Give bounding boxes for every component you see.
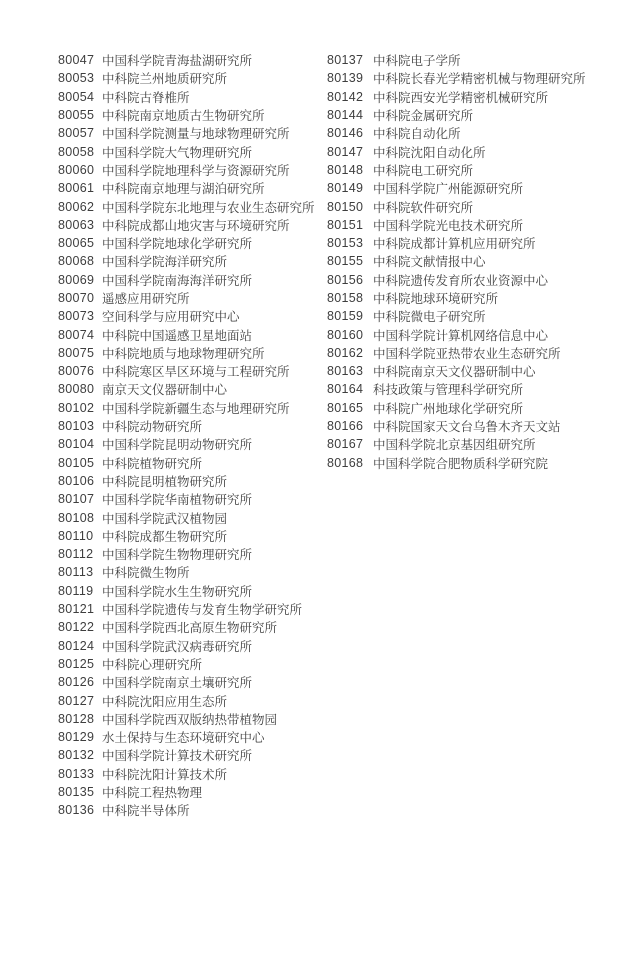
entry-name: 中国科学院西北高原生物研究所 bbox=[102, 621, 278, 636]
entry-name: 中科院工程热物理 bbox=[102, 786, 203, 801]
institute-list-column-right bbox=[327, 51, 586, 472]
entry-code: 80163 bbox=[327, 364, 364, 379]
list-item bbox=[327, 161, 586, 179]
entry-code: 80119 bbox=[58, 583, 94, 598]
list-item bbox=[58, 197, 315, 215]
entry-code: 80149 bbox=[327, 181, 364, 196]
entry-name: 遥感应用研究所 bbox=[102, 292, 190, 306]
entry-name: 中国科学院广州能源研究所 bbox=[373, 182, 524, 197]
entry-name: 中国科学院生物物理研究所 bbox=[102, 548, 253, 563]
entry-code: 80104 bbox=[58, 437, 95, 452]
entry-name: 中科院成都计算机应用研究所 bbox=[373, 237, 536, 252]
entry-code: 80054 bbox=[58, 89, 95, 104]
entry-name: 中科院西安光学精密机械研究所 bbox=[373, 90, 549, 105]
entry-name: 中国科学院光电技术研究所 bbox=[373, 218, 524, 233]
entry-name: 空间科学与应用研究中心 bbox=[102, 310, 240, 325]
list-item bbox=[327, 380, 586, 398]
entry-code: 80137 bbox=[327, 53, 364, 68]
entry-name: 中科院兰州地质研究所 bbox=[102, 72, 228, 87]
list-item bbox=[327, 179, 586, 197]
entry-code: 80147 bbox=[327, 144, 364, 159]
entry-name: 中国科学院合肥物质科学研究院 bbox=[373, 456, 549, 471]
list-item bbox=[327, 142, 586, 160]
entry-code: 80107 bbox=[58, 492, 95, 507]
entry-code: 80074 bbox=[58, 327, 95, 342]
entry-code: 80058 bbox=[58, 144, 95, 159]
entry-code: 80128 bbox=[58, 711, 95, 726]
entry-code: 80167 bbox=[327, 437, 364, 452]
list-item bbox=[58, 124, 315, 142]
entry-code: 80069 bbox=[58, 272, 95, 287]
entry-code: 80144 bbox=[327, 108, 364, 123]
list-item bbox=[58, 216, 315, 234]
entry-name: 中科院沈阳应用生态所 bbox=[102, 694, 228, 709]
list-item bbox=[327, 197, 586, 215]
entry-name: 中国科学院新疆生态与地理研究所 bbox=[102, 401, 290, 416]
entry-code: 80132 bbox=[58, 748, 95, 763]
entry-name: 中国科学院北京基因组研究所 bbox=[373, 438, 536, 453]
entry-name: 中国科学院南京土壤研究所 bbox=[102, 676, 253, 691]
list-item bbox=[58, 325, 315, 343]
list-item bbox=[58, 69, 315, 87]
entry-code: 80057 bbox=[58, 126, 95, 141]
entry-code: 80158 bbox=[327, 291, 364, 305]
entry-name: 中科院沈阳自动化所 bbox=[373, 145, 486, 160]
list-item bbox=[58, 142, 315, 160]
entry-code: 80155 bbox=[327, 254, 364, 269]
list-item bbox=[58, 728, 315, 746]
entry-name: 中科院地质与地球物理研究所 bbox=[102, 346, 265, 361]
institute-list-column-left bbox=[58, 51, 315, 819]
list-item bbox=[58, 655, 315, 673]
entry-code: 80113 bbox=[58, 565, 94, 580]
list-item bbox=[58, 490, 315, 508]
entry-name: 中科院电子学所 bbox=[373, 54, 461, 69]
list-item bbox=[58, 527, 315, 545]
entry-name: 中国科学院计算机网络信息中心 bbox=[373, 328, 549, 343]
entry-code: 80162 bbox=[327, 345, 364, 360]
entry-code: 80065 bbox=[58, 236, 95, 251]
entry-name: 中科院文献情报中心 bbox=[373, 255, 486, 270]
list-item bbox=[58, 106, 315, 124]
entry-name: 中国科学院遗传与发育生物学研究所 bbox=[102, 603, 303, 618]
entry-code: 80062 bbox=[58, 199, 95, 214]
entry-code: 80108 bbox=[58, 510, 95, 525]
list-item bbox=[327, 106, 586, 124]
list-item bbox=[327, 234, 586, 252]
entry-code: 80151 bbox=[327, 217, 364, 232]
entry-code: 80075 bbox=[58, 345, 95, 360]
entry-name: 中科院地球环境研究所 bbox=[373, 292, 499, 306]
entry-name: 中国科学院地球化学研究所 bbox=[102, 237, 253, 252]
entry-name: 中国科学院亚热带农业生态研究所 bbox=[373, 346, 561, 361]
list-item bbox=[58, 88, 315, 106]
list-item bbox=[327, 271, 586, 289]
entry-name: 中国科学院华南植物研究所 bbox=[102, 493, 253, 508]
entry-code: 80103 bbox=[58, 419, 95, 434]
entry-name: 中科院动物研究所 bbox=[102, 420, 203, 435]
list-item bbox=[58, 344, 315, 362]
entry-code: 80168 bbox=[327, 455, 364, 470]
list-item bbox=[58, 600, 315, 618]
list-item bbox=[58, 399, 315, 417]
entry-code: 80106 bbox=[58, 473, 95, 488]
list-item bbox=[58, 435, 315, 453]
entry-code: 80156 bbox=[327, 272, 364, 287]
list-item bbox=[58, 673, 315, 691]
entry-code: 80129 bbox=[58, 730, 95, 745]
entry-name: 中国科学院大气物理研究所 bbox=[102, 145, 253, 160]
list-item bbox=[58, 801, 315, 819]
entry-code: 80148 bbox=[327, 162, 364, 177]
entry-name: 中科院中国遥感卫星地面站 bbox=[102, 328, 253, 343]
entry-code: 80164 bbox=[327, 382, 364, 397]
entry-name: 中科院南京地理与湖泊研究所 bbox=[102, 182, 265, 197]
entry-code: 80135 bbox=[58, 785, 95, 800]
list-item bbox=[58, 362, 315, 380]
list-item bbox=[58, 289, 315, 307]
entry-code: 80080 bbox=[58, 382, 95, 397]
entry-name: 中科院植物研究所 bbox=[102, 456, 203, 471]
list-item bbox=[58, 618, 315, 636]
entry-name: 中科院半导体所 bbox=[102, 804, 190, 819]
entry-code: 80068 bbox=[58, 254, 95, 269]
list-item bbox=[327, 69, 586, 87]
list-item bbox=[58, 234, 315, 252]
entry-code: 80142 bbox=[327, 89, 364, 104]
entry-code: 80060 bbox=[58, 162, 95, 177]
entry-name: 中国科学院昆明动物研究所 bbox=[102, 438, 253, 453]
entry-code: 80063 bbox=[58, 217, 95, 232]
entry-code: 80139 bbox=[327, 71, 364, 86]
list-item bbox=[58, 545, 315, 563]
entry-name: 中科院遗传发育所农业资源中心 bbox=[373, 273, 549, 288]
entry-code: 80150 bbox=[327, 199, 364, 214]
entry-name: 中科院微生物所 bbox=[102, 566, 190, 581]
entry-name: 中科院南京天文仪器研制中心 bbox=[373, 365, 536, 380]
list-item bbox=[58, 307, 315, 325]
entry-name: 中国科学院西双版纳热带植物园 bbox=[102, 712, 278, 727]
entry-code: 80102 bbox=[58, 400, 95, 415]
entry-name: 中国科学院地理科学与资源研究所 bbox=[102, 163, 290, 178]
entry-name: 中国科学院武汉植物园 bbox=[102, 511, 228, 526]
entry-name: 中科院自动化所 bbox=[373, 127, 461, 142]
entry-code: 80133 bbox=[58, 766, 95, 781]
entry-code: 80053 bbox=[58, 71, 95, 86]
list-item bbox=[58, 161, 315, 179]
entry-code: 80076 bbox=[58, 364, 95, 379]
entry-code: 80112 bbox=[58, 547, 94, 562]
entry-code: 80166 bbox=[327, 419, 364, 434]
entry-name: 中国科学院南海海洋研究所 bbox=[102, 273, 253, 288]
entry-name: 中科院广州地球化学研究所 bbox=[373, 401, 524, 416]
entry-code: 80153 bbox=[327, 236, 364, 251]
entry-code: 80073 bbox=[58, 309, 95, 324]
entry-code: 80146 bbox=[327, 126, 364, 141]
entry-name: 中科院成都山地灾害与环境研究所 bbox=[102, 218, 290, 233]
entry-name: 中科院长春光学精密机械与物理研究所 bbox=[373, 72, 586, 87]
list-item bbox=[327, 124, 586, 142]
entry-code: 80047 bbox=[58, 53, 95, 68]
entry-name: 中科院古脊椎所 bbox=[102, 90, 190, 105]
entry-code: 80121 bbox=[58, 602, 95, 617]
entry-name: 中科院沈阳计算技术所 bbox=[102, 767, 228, 782]
entry-name: 中国科学院武汉病毒研究所 bbox=[102, 639, 253, 654]
entry-name: 中科院寒区旱区环境与工程研究所 bbox=[102, 365, 290, 380]
list-item bbox=[58, 454, 315, 472]
entry-code: 80124 bbox=[58, 638, 95, 653]
list-item bbox=[327, 51, 586, 69]
entry-name: 中国科学院青海盐湖研究所 bbox=[102, 54, 253, 69]
entry-name: 中国科学院东北地理与农业生态研究所 bbox=[102, 200, 315, 215]
list-item bbox=[327, 435, 586, 453]
entry-code: 80126 bbox=[58, 675, 95, 690]
list-item bbox=[58, 472, 315, 490]
list-item bbox=[58, 710, 315, 728]
list-item bbox=[58, 691, 315, 709]
entry-code: 80105 bbox=[58, 455, 95, 470]
entry-name: 科技政策与管理科学研究所 bbox=[373, 383, 524, 398]
entry-code: 80127 bbox=[58, 693, 95, 708]
entry-name: 中科院国家天文台乌鲁木齐天文站 bbox=[373, 420, 561, 435]
list-item bbox=[327, 417, 586, 435]
entry-name: 中国科学院海洋研究所 bbox=[102, 255, 228, 270]
list-item bbox=[58, 637, 315, 655]
entry-code: 80055 bbox=[58, 108, 95, 123]
entry-name: 水土保持与生态环境研究中心 bbox=[102, 731, 265, 746]
list-item bbox=[58, 179, 315, 197]
entry-name: 中国科学院计算技术研究所 bbox=[102, 749, 253, 764]
list-item bbox=[327, 307, 586, 325]
entry-code: 80070 bbox=[58, 291, 95, 305]
list-item bbox=[327, 252, 586, 270]
list-item bbox=[327, 399, 586, 417]
list-item bbox=[58, 765, 315, 783]
entry-name: 中科院心理研究所 bbox=[102, 657, 203, 672]
entry-code: 80110 bbox=[58, 528, 94, 543]
list-item bbox=[58, 252, 315, 270]
list-item bbox=[327, 362, 586, 380]
list-item bbox=[58, 783, 315, 801]
entry-code: 80061 bbox=[58, 181, 95, 196]
list-item bbox=[58, 508, 315, 526]
list-item bbox=[58, 417, 315, 435]
entry-name: 中科院南京地质古生物研究所 bbox=[102, 109, 265, 124]
entry-name: 中国科学院测量与地球物理研究所 bbox=[102, 127, 290, 142]
entry-code: 80165 bbox=[327, 400, 364, 415]
entry-name: 中国科学院水生生物研究所 bbox=[102, 584, 253, 599]
list-item bbox=[327, 88, 586, 106]
entry-code: 80122 bbox=[58, 620, 95, 635]
entry-name: 中科院软件研究所 bbox=[373, 200, 474, 215]
list-item bbox=[58, 271, 315, 289]
entry-code: 80159 bbox=[327, 309, 364, 324]
entry-code: 80125 bbox=[58, 656, 95, 671]
entry-code: 80136 bbox=[58, 803, 95, 818]
list-item bbox=[58, 51, 315, 69]
entry-name: 中科院微电子研究所 bbox=[373, 310, 486, 325]
entry-name: 中科院昆明植物研究所 bbox=[102, 474, 228, 489]
entry-name: 中科院成都生物研究所 bbox=[102, 529, 228, 544]
list-item bbox=[327, 325, 586, 343]
entry-name: 南京天文仪器研制中心 bbox=[102, 383, 228, 398]
list-item bbox=[327, 454, 586, 472]
entry-name: 中科院金属研究所 bbox=[373, 109, 474, 124]
entry-name: 中科院电工研究所 bbox=[373, 163, 474, 178]
list-item bbox=[327, 216, 586, 234]
list-item bbox=[327, 344, 586, 362]
list-item bbox=[327, 289, 586, 307]
list-item bbox=[58, 582, 315, 600]
list-item bbox=[58, 380, 315, 398]
entry-code: 80160 bbox=[327, 327, 364, 342]
list-item bbox=[58, 563, 315, 581]
list-item bbox=[58, 746, 315, 764]
